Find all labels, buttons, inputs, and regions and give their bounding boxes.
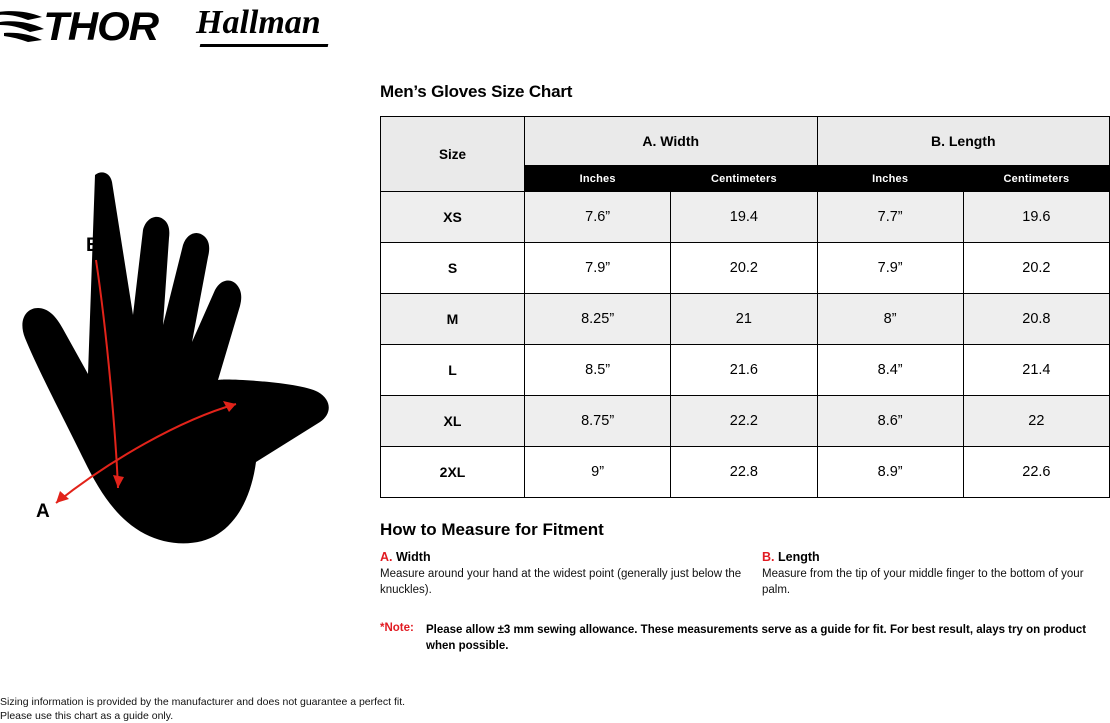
cell-width-cm: 22.2	[671, 396, 817, 447]
cell-width-cm: 21	[671, 294, 817, 345]
thor-logo-text: THOR	[43, 5, 159, 49]
measure-instructions	[380, 550, 1110, 598]
cell-width-cm: 19.4	[671, 192, 817, 243]
note-block	[380, 622, 1110, 654]
hallman-underline	[200, 44, 329, 47]
header-width-group: A. Width	[525, 117, 818, 166]
table-row	[381, 192, 1110, 243]
measure-length-heading	[762, 550, 1110, 564]
cell-length-cm: 22.6	[963, 447, 1109, 498]
cell-length-in: 8.4”	[817, 345, 963, 396]
hallman-logo	[196, 6, 336, 50]
cell-size: XS	[381, 192, 525, 243]
page-title: Men’s Gloves Size Chart	[380, 82, 573, 101]
cell-width-cm: 21.6	[671, 345, 817, 396]
cell-size: M	[381, 294, 525, 345]
table-header-row	[381, 117, 1110, 166]
cell-width-cm: 22.8	[671, 447, 817, 498]
cell-length-in: 7.7”	[817, 192, 963, 243]
hallman-logo-text: Hallman	[196, 4, 321, 41]
brand-logos	[0, 0, 380, 60]
footer-disclaimer	[0, 695, 500, 723]
cell-size: XL	[381, 396, 525, 447]
table-row	[381, 294, 1110, 345]
header-length-group: B. Length	[817, 117, 1110, 166]
subheader-width-cm: Centimeters	[671, 166, 817, 192]
cell-width-cm: 20.2	[671, 243, 817, 294]
label-a-text: A	[36, 501, 50, 522]
measure-length-block	[762, 550, 1110, 598]
table-row	[381, 345, 1110, 396]
measure-length-letter: B.	[762, 550, 775, 564]
thor-logo	[0, 4, 172, 50]
measure-width-heading	[380, 550, 748, 564]
cell-length-cm: 20.2	[963, 243, 1109, 294]
footer-line-2: Please use this chart as a guide only.	[0, 710, 174, 723]
subheader-length-inches: Inches	[817, 166, 963, 192]
cell-length-cm: 20.8	[963, 294, 1109, 345]
subheader-width-inches: Inches	[525, 166, 671, 192]
subheader-length-cm: Centimeters	[963, 166, 1109, 192]
header-size: Size	[381, 117, 525, 192]
size-chart-table	[380, 116, 1110, 498]
glove-illustration-svg	[0, 110, 360, 550]
measure-width-letter: A.	[380, 550, 393, 564]
glove-diagram	[0, 110, 360, 550]
measure-length-body: Measure from the tip of your middle finger to the bottom of your palm.	[762, 568, 1084, 596]
cell-length-cm: 22	[963, 396, 1109, 447]
measure-width-block	[380, 550, 762, 598]
cell-width-in: 8.25”	[525, 294, 671, 345]
footer-line-1: Sizing information is provided by the manufacturer and does not guarantee a perfect fit.	[0, 696, 406, 708]
measure-width-body: Measure around your hand at the widest point (generally just below the knuckles).	[380, 568, 742, 596]
label-b-text: B	[86, 235, 100, 256]
table-row	[381, 243, 1110, 294]
measure-width-label: Width	[395, 550, 431, 564]
note-label: *Note:	[380, 622, 414, 635]
table-row	[381, 396, 1110, 447]
measure-length-label: Length	[777, 550, 820, 564]
chart-content	[380, 82, 1110, 654]
cell-size: S	[381, 243, 525, 294]
note-text: Please allow ±3 mm sewing allowance. These measurements serve as a guide for fit. For best result, alays try on product when possible.	[426, 624, 1087, 653]
cell-width-in: 9”	[525, 447, 671, 498]
table-row	[381, 447, 1110, 498]
cell-length-in: 8”	[817, 294, 963, 345]
cell-width-in: 7.9”	[525, 243, 671, 294]
howto-title: How to Measure for Fitment	[380, 520, 604, 539]
cell-width-in: 8.75”	[525, 396, 671, 447]
cell-size: L	[381, 345, 525, 396]
cell-size: 2XL	[381, 447, 525, 498]
cell-length-in: 8.6”	[817, 396, 963, 447]
cell-length-in: 7.9”	[817, 243, 963, 294]
cell-length-in: 8.9”	[817, 447, 963, 498]
cell-length-cm: 19.6	[963, 192, 1109, 243]
cell-length-cm: 21.4	[963, 345, 1109, 396]
cell-width-in: 8.5”	[525, 345, 671, 396]
cell-width-in: 7.6”	[525, 192, 671, 243]
